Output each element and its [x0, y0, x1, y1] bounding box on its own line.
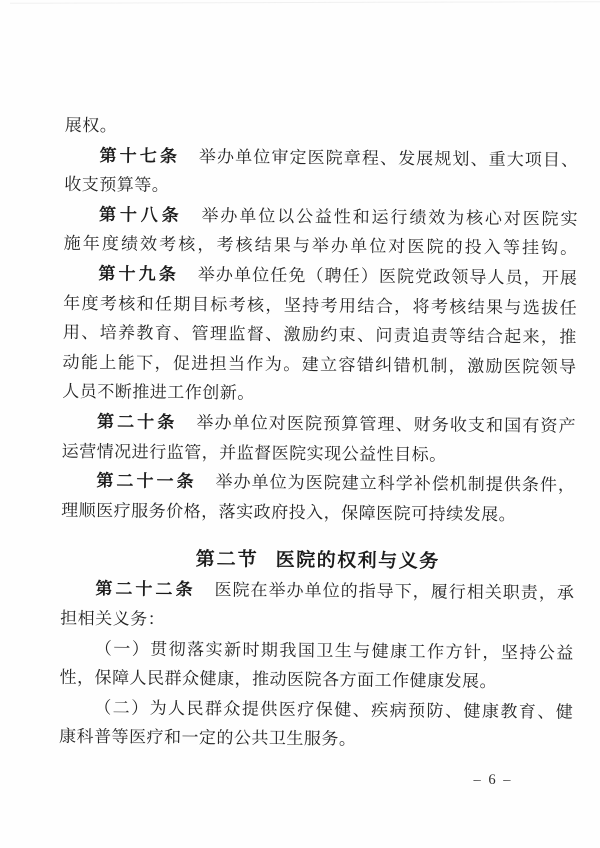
line-text: 举办单位以公益性和运行绩效为核心对医院实 — [201, 205, 579, 229]
line-text: 用、培养教育、管理监督、激励约束、问责追责等结合起来，推 — [62, 322, 577, 347]
section-title: 医院的权利与义务 — [275, 550, 440, 573]
article-number: 第十九条 — [98, 264, 179, 284]
article-number: 第二十一条 — [96, 471, 197, 492]
doc-line — [64, 229, 578, 264]
doc-line — [60, 574, 574, 609]
line-text: 施年度绩效考核，考核结果与举办单位对医院的投入等挂钩。 — [63, 234, 578, 259]
line-text: 收支预算等。 — [64, 174, 170, 195]
doc-line — [62, 436, 576, 471]
line-text: 康科普等医疗和一定的公共卫生服务。 — [58, 727, 357, 749]
line-text: 展权。 — [64, 115, 118, 136]
line-text: 举办单位对医院预算管理、财务收支和国有资产 — [196, 413, 577, 436]
line-text: 举办单位任免（聘任）医院党政领导人员，开展 — [197, 265, 578, 288]
line-text: 举办单位为医院建立科学补偿机制提供条件， — [215, 472, 576, 495]
line-text: 举办单位审定医院章程、发展规划、重大项目、 — [198, 146, 579, 170]
line-text: 性，保障人民群众健康，推动医院各方面工作健康发展。 — [59, 667, 498, 692]
doc-line — [59, 722, 573, 757]
line-text: 运营情况进行监管，并监督医院实现公益性目标。 — [61, 441, 447, 465]
doc-line — [63, 318, 577, 353]
text-block — [58, 111, 579, 816]
article-number: 第十七条 — [99, 145, 181, 166]
section-heading — [61, 543, 575, 579]
line-text: （二）为人民群众提供医疗保健、疾病预防、健康教育、健 — [94, 697, 574, 722]
page-number: – 6 – — [473, 771, 513, 789]
article-number: 第二十条 — [96, 412, 178, 432]
scan-edge-artifact — [10, 1, 600, 4]
line-text: 担相关义务： — [60, 608, 166, 629]
doc-line — [61, 466, 575, 501]
doc-line — [62, 377, 576, 412]
line-text: 理顺医疗服务价格，落实政府投入，保障医院可持续发展。 — [61, 500, 517, 524]
doc-line — [63, 259, 577, 294]
doc-line — [59, 663, 573, 698]
article-number: 第二十二条 — [95, 579, 196, 600]
line-text: 年度考核和任期目标考核，坚持考用结合，将考核结果与选拔任 — [63, 293, 578, 318]
doc-line — [64, 170, 578, 205]
article-number: 第十八条 — [98, 204, 183, 225]
line-text: （一）贯彻落实新时期我国卫生与健康工作方针，坚持公益 — [94, 638, 574, 663]
line-text: 动能上能下，促进担当作为。建立容错纠错机制，激励医院领导 — [62, 352, 577, 377]
doc-line — [60, 604, 574, 639]
doc-line — [61, 496, 575, 531]
doc-line — [65, 111, 579, 146]
line-text: 人员不断推进工作创新。 — [62, 382, 255, 403]
line-text: 医院在举办单位的指导下，履行相关职责，承 — [214, 580, 575, 604]
section-number: 第二节 — [195, 549, 259, 572]
doc-line — [62, 407, 576, 442]
